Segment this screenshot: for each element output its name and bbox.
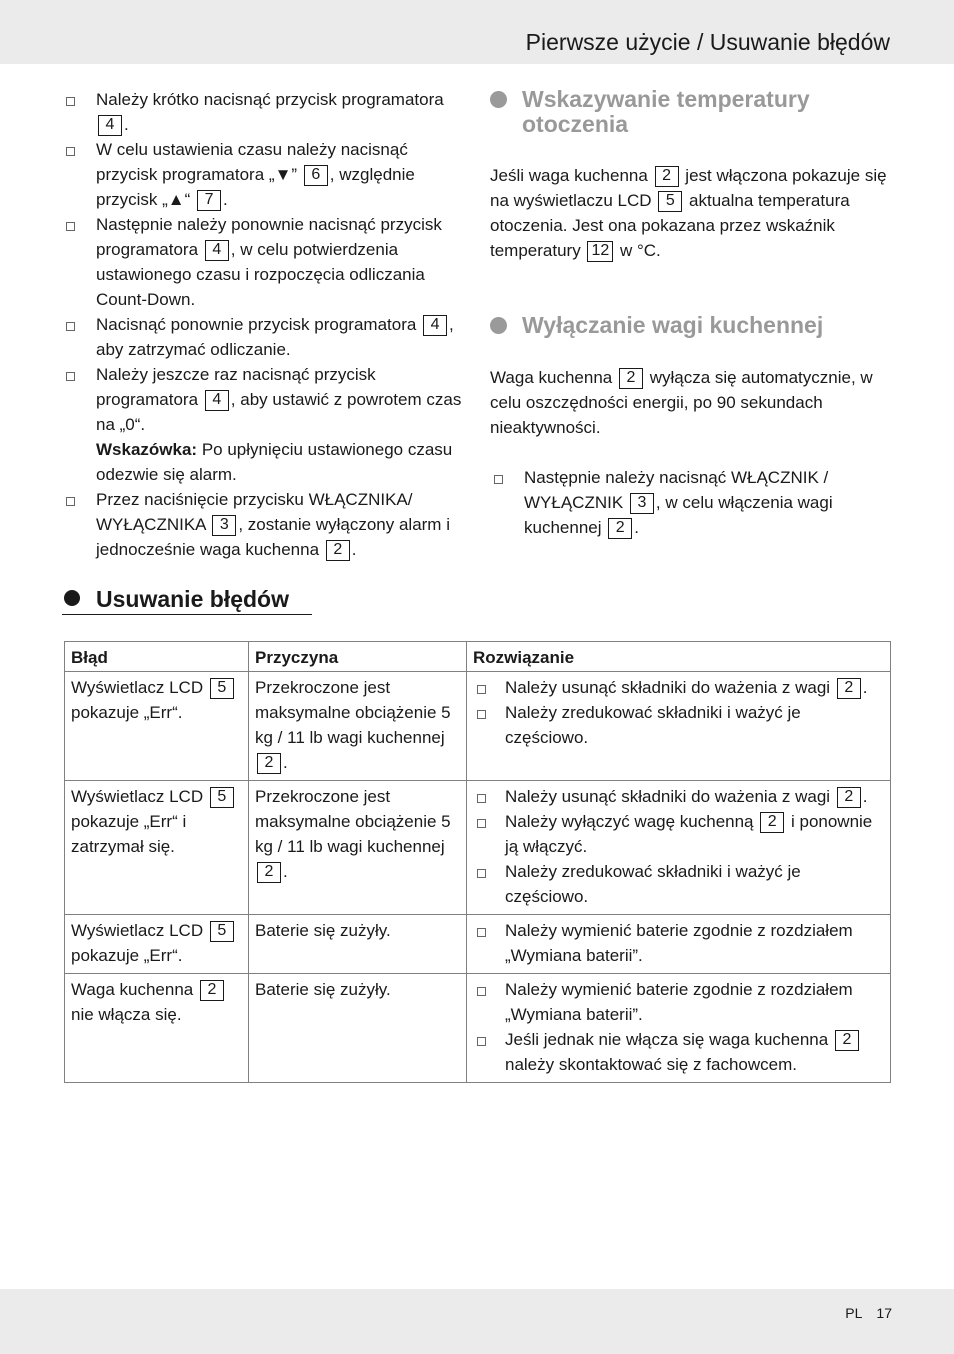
table-cell: Waga kuchenna 2 nie włącza się. [65, 974, 249, 1083]
table-cell: Wyświetlacz LCD 5 pokazuje „Err“. [65, 672, 249, 781]
ref-number: 3 [630, 493, 654, 514]
column-header: Błąd [65, 642, 249, 672]
list-item: Następnie należy nacisnąć WŁĄCZNIK / WYŁĄCZNIK 3 , w celu włączenia wagi kuchennej 2 . [490, 465, 894, 540]
ref-number: 4 [98, 115, 122, 136]
table-cell: Wyświetlacz LCD 5 pokazuje „Err“. [65, 915, 249, 974]
ref-number: 6 [304, 165, 328, 186]
ref-number: 7 [197, 190, 221, 211]
list-item: Jeśli jednak nie włącza się waga kuchenna 2 należy skontaktować się z fachowcem. [473, 1027, 884, 1077]
table-cell: Wyświetlacz LCD 5 pokazuje „Err“ i zatrzymał się. [65, 781, 249, 915]
bullet-dot-icon [64, 590, 80, 606]
list-item: Należy usunąć składniki do ważenia z wagi 2 . [473, 675, 884, 700]
ref-number: 4 [205, 240, 229, 261]
table-cell [467, 672, 891, 781]
bullet-dot-icon [490, 91, 507, 108]
step-list [62, 87, 464, 562]
list-item: Przez naciśnięcie przycisku WŁĄCZNIKA/ WYŁĄCZNIKA 3 , zostanie wyłączony alarm i jednocześnie waga kuchenna 2 . [62, 487, 464, 562]
table-row [65, 915, 891, 974]
ref-number: 2 [837, 787, 861, 808]
list-item: Należy krótko nacisnąć przycisk programatora 4 . [62, 87, 464, 137]
ref-number: 2 [200, 980, 224, 1001]
table-cell: Baterie się zużyły. [249, 974, 467, 1083]
hint-label: Wskazówka: [96, 440, 198, 459]
right-column [490, 87, 894, 540]
list-item: Należy wyłączyć wagę kuchenną 2 i ponownie ją włączyć. [473, 809, 884, 859]
ref-number: 2 [760, 812, 784, 833]
list-item: Należy zredukować składniki i ważyć je częściowo. [473, 859, 884, 909]
ref-number: 2 [257, 753, 281, 774]
list-item: Należy zredukować składniki i ważyć je częściowo. [473, 700, 884, 750]
table-cell: Przekroczone jest maksymalne obciążenie 5 kg / 11 lb wagi kuchennej 2 . [249, 781, 467, 915]
ref-number: 5 [210, 678, 234, 699]
table-row [65, 974, 891, 1083]
table-row [65, 781, 891, 915]
paragraph: Jeśli waga kuchenna 2 jest włączona pokazuje się na wyświetlaczu LCD 5 aktualna temperatura otoczenia. Jest ona pokazana przez wskaźnik temperatury 12 w °C. [490, 166, 887, 260]
ref-number: 2 [257, 862, 281, 883]
ref-number: 2 [655, 166, 679, 187]
ref-number: 4 [423, 315, 447, 336]
left-column [62, 87, 464, 562]
ref-number: 2 [837, 678, 861, 699]
list-item: Następnie należy ponownie nacisnąć przycisk programatora 4 , w celu potwierdzenia ustawionego czasu i rozpoczęcia odliczania Count-Down. [62, 212, 464, 312]
section-heading: Wskazywanie temperatury otoczenia [490, 87, 894, 137]
page-footer [845, 1302, 892, 1324]
arrow-down-icon: ▼ [274, 165, 292, 184]
ref-number: 2 [608, 518, 632, 539]
step-list [490, 465, 894, 540]
table-cell [467, 915, 891, 974]
page-title: Pierwsze użycie / Usuwanie błędów [525, 29, 890, 55]
ref-number: 2 [619, 368, 643, 389]
list-item: Nacisnąć ponownie przycisk programatora 4 , aby zatrzymać odliczanie. [62, 312, 464, 362]
ref-number: 2 [835, 1030, 859, 1051]
table-header-row [65, 642, 891, 672]
paragraph: Waga kuchenna 2 wyłącza się automatycznie, w celu oszczędności energii, po 90 sekundach nieaktywności. [490, 368, 873, 437]
ref-number: 2 [326, 540, 350, 561]
arrow-up-icon: ▲ [167, 190, 185, 209]
list-item: Należy wymienić baterie zgodnie z rozdziałem „Wymiana baterii”. [473, 918, 884, 968]
footer-band [0, 1289, 954, 1354]
ref-number: 12 [587, 241, 613, 262]
section-heading: Wyłączanie wagi kuchennej [490, 313, 894, 338]
table-cell: Baterie się zużyły. [249, 915, 467, 974]
column-header: Przyczyna [249, 642, 467, 672]
table-cell: Przekroczone jest maksymalne obciążenie 5 kg / 11 lb wagi kuchennej 2 . [249, 672, 467, 781]
column-header: Rozwiązanie [467, 642, 891, 672]
section-heading: Usuwanie błędów [62, 585, 312, 615]
table-row [65, 672, 891, 781]
ref-number: 3 [212, 515, 236, 536]
ref-number: 5 [210, 787, 234, 808]
list-item: Należy jeszcze raz nacisnąć przycisk programatora 4 , aby ustawić z powrotem czas na „0“. Wskazówka: Po upłynięciu ustawionego czasu odezwie się alarm. [62, 362, 464, 487]
page-number: 17 [876, 1305, 892, 1321]
language-code: PL [845, 1305, 863, 1321]
ref-number: 4 [205, 390, 229, 411]
list-item: W celu ustawienia czasu należy nacisnąć przycisk programatora „▼” 6 , względnie przycisk „▲“ 7 . [62, 137, 464, 212]
bullet-dot-icon [490, 317, 507, 334]
table-cell [467, 974, 891, 1083]
ref-number: 5 [658, 191, 682, 212]
list-item: Należy usunąć składniki do ważenia z wagi 2 . [473, 784, 884, 809]
table-cell [467, 781, 891, 915]
list-item: Należy wymienić baterie zgodnie z rozdziałem „Wymiana baterii”. [473, 977, 884, 1027]
ref-number: 5 [210, 921, 234, 942]
error-table [64, 641, 891, 1083]
